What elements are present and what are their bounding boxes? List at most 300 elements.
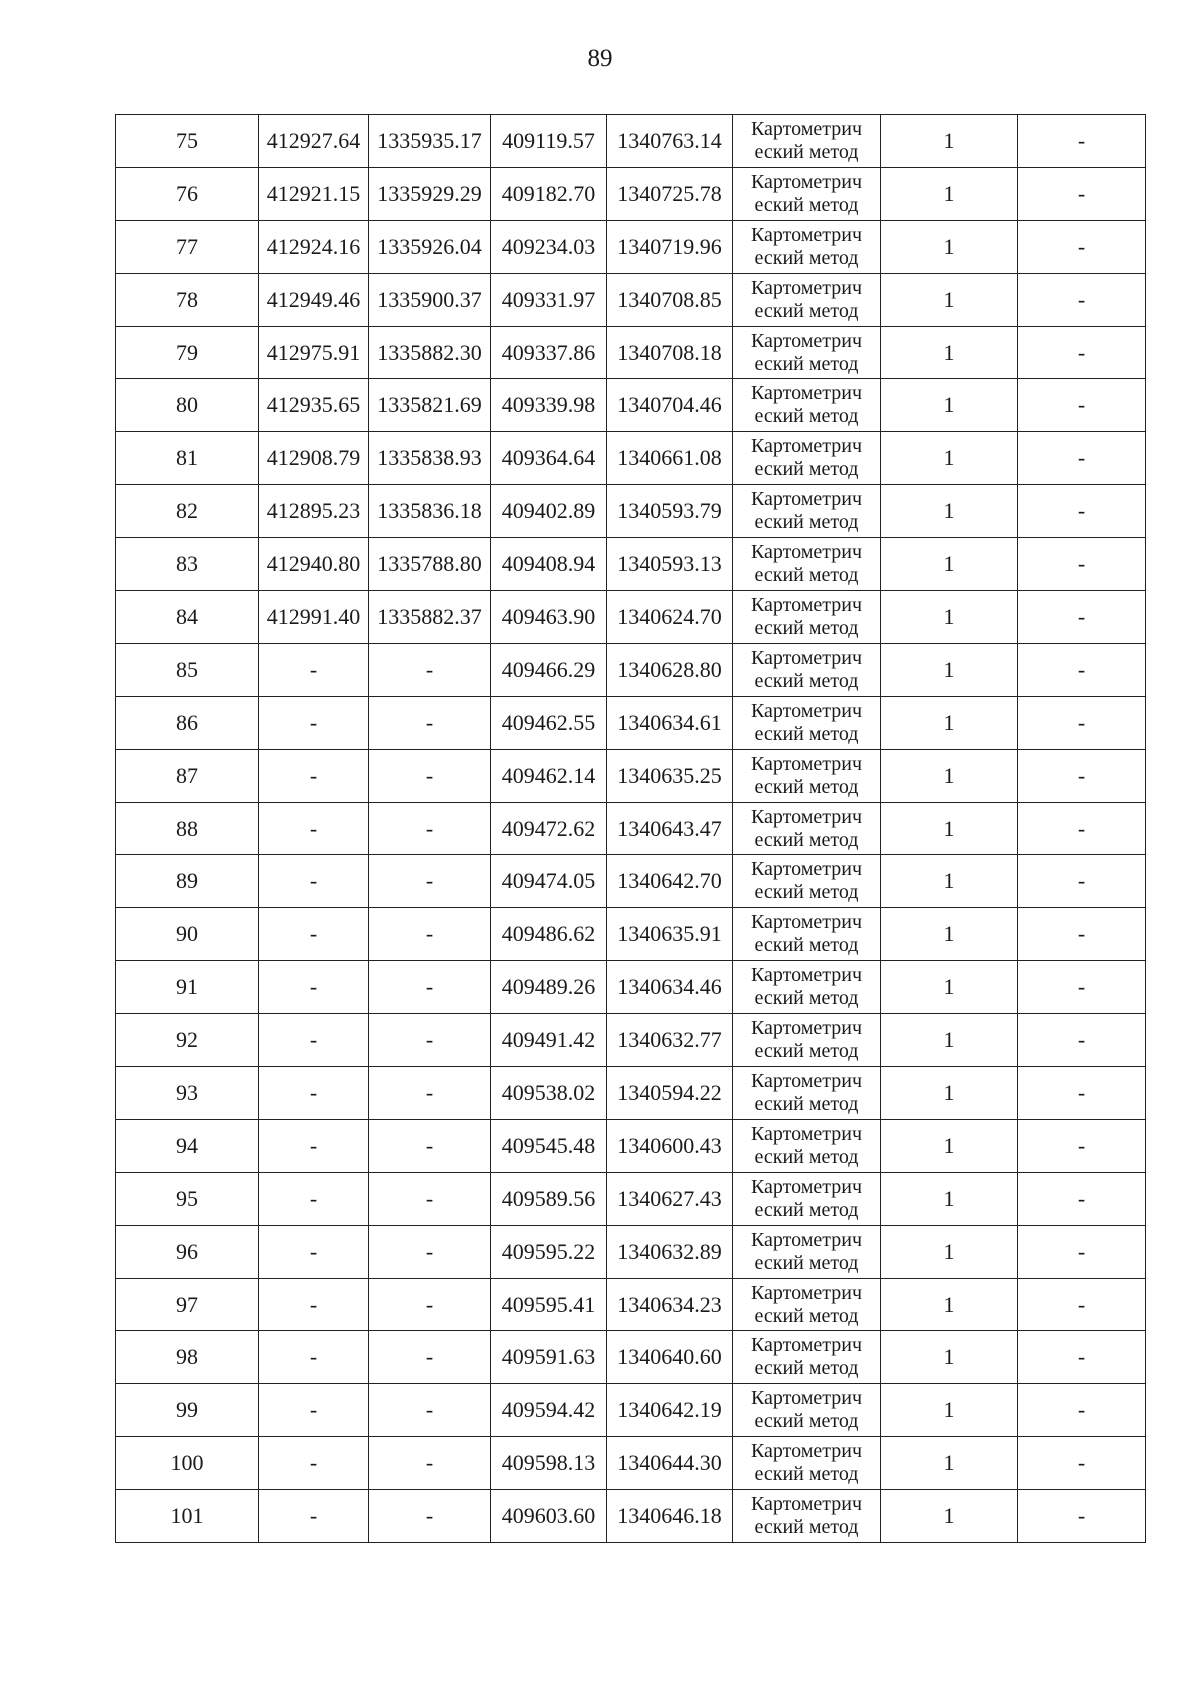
new-y-cell: 1340593.13 [607, 538, 733, 591]
description-cell: - [1018, 961, 1146, 1014]
method-line-1: Картометрич [750, 699, 863, 722]
new-x-cell: 409491.42 [491, 1014, 607, 1067]
new-y-cell: 1340763.14 [607, 115, 733, 168]
new-y-cell: 1340600.43 [607, 1119, 733, 1172]
new-y-cell: 1340634.61 [607, 696, 733, 749]
description-cell: - [1018, 167, 1146, 220]
new-y-cell: 1340634.23 [607, 1278, 733, 1331]
point-number-cell: 92 [116, 1014, 259, 1067]
new-x-cell: 409364.64 [491, 432, 607, 485]
accuracy-cell: 1 [881, 591, 1018, 644]
method-line-1: Картометрич [750, 1069, 863, 1092]
new-y-cell: 1340632.89 [607, 1225, 733, 1278]
method-line-2: еский метод [754, 722, 859, 745]
point-number-cell: 85 [116, 643, 259, 696]
point-number-cell: 83 [116, 538, 259, 591]
table-row [116, 855, 1146, 908]
coordinates-table [115, 114, 1146, 1543]
new-y-cell: 1340624.70 [607, 591, 733, 644]
table-row [116, 115, 1146, 168]
new-x-cell: 409331.97 [491, 273, 607, 326]
point-number-cell: 100 [116, 1437, 259, 1490]
old-x-cell: - [259, 1384, 369, 1437]
method-line-1: Картометрич [750, 329, 863, 352]
method-line-1: Картометрич [750, 1017, 863, 1040]
new-y-cell: 1340594.22 [607, 1067, 733, 1120]
new-x-cell: 409337.86 [491, 326, 607, 379]
old-y-cell: 1335882.37 [369, 591, 491, 644]
method-cell [733, 908, 881, 961]
method-cell [733, 749, 881, 802]
method-line-2: еский метод [754, 881, 859, 904]
method-line-2: еский метод [754, 1092, 859, 1115]
new-x-cell: 409339.98 [491, 379, 607, 432]
old-y-cell: - [369, 1172, 491, 1225]
new-x-cell: 409598.13 [491, 1437, 607, 1490]
table-row [116, 1490, 1146, 1543]
table-row [116, 1331, 1146, 1384]
method-line-2: еский метод [754, 299, 859, 322]
description-cell: - [1018, 1067, 1146, 1120]
description-cell: - [1018, 1437, 1146, 1490]
new-y-cell: 1340642.19 [607, 1384, 733, 1437]
description-cell: - [1018, 220, 1146, 273]
description-cell: - [1018, 908, 1146, 961]
old-x-cell: - [259, 1331, 369, 1384]
old-x-cell: - [259, 696, 369, 749]
method-cell [733, 643, 881, 696]
method-line-2: еский метод [754, 352, 859, 375]
accuracy-cell: 1 [881, 379, 1018, 432]
point-number-cell: 76 [116, 167, 259, 220]
method-line-1: Картометрич [750, 805, 863, 828]
new-y-cell: 1340642.70 [607, 855, 733, 908]
old-x-cell: - [259, 1225, 369, 1278]
point-number-cell: 84 [116, 591, 259, 644]
method-line-1: Картометрич [750, 223, 863, 246]
point-number-cell: 88 [116, 802, 259, 855]
new-y-cell: 1340661.08 [607, 432, 733, 485]
description-cell: - [1018, 379, 1146, 432]
method-cell [733, 1225, 881, 1278]
method-cell [733, 1490, 881, 1543]
old-y-cell: - [369, 908, 491, 961]
point-number-cell: 90 [116, 908, 259, 961]
method-line-1: Картометрич [750, 1228, 863, 1251]
description-cell: - [1018, 802, 1146, 855]
point-number-cell: 77 [116, 220, 259, 273]
accuracy-cell: 1 [881, 326, 1018, 379]
accuracy-cell: 1 [881, 1225, 1018, 1278]
description-cell: - [1018, 696, 1146, 749]
method-line-1: Картометрич [750, 858, 863, 881]
point-number-cell: 101 [116, 1490, 259, 1543]
new-x-cell: 409603.60 [491, 1490, 607, 1543]
method-cell [733, 1384, 881, 1437]
accuracy-cell: 1 [881, 538, 1018, 591]
point-number-cell: 95 [116, 1172, 259, 1225]
old-y-cell: - [369, 802, 491, 855]
old-x-cell: - [259, 1172, 369, 1225]
description-cell: - [1018, 591, 1146, 644]
method-line-2: еский метод [754, 1251, 859, 1274]
table-row [116, 1067, 1146, 1120]
table-row [116, 696, 1146, 749]
accuracy-cell: 1 [881, 1119, 1018, 1172]
method-line-2: еский метод [754, 1463, 859, 1486]
point-number-cell: 80 [116, 379, 259, 432]
point-number-cell: 87 [116, 749, 259, 802]
method-line-2: еский метод [754, 828, 859, 851]
old-x-cell: 412975.91 [259, 326, 369, 379]
description-cell: - [1018, 1225, 1146, 1278]
accuracy-cell: 1 [881, 485, 1018, 538]
old-x-cell: - [259, 1437, 369, 1490]
old-x-cell: - [259, 802, 369, 855]
method-cell [733, 591, 881, 644]
method-cell [733, 326, 881, 379]
old-x-cell: - [259, 961, 369, 1014]
new-y-cell: 1340704.46 [607, 379, 733, 432]
old-y-cell: 1335882.30 [369, 326, 491, 379]
method-cell [733, 855, 881, 908]
method-line-2: еский метод [754, 934, 859, 957]
method-line-1: Картометрич [750, 1493, 863, 1516]
method-line-2: еский метод [754, 193, 859, 216]
method-line-1: Картометрич [750, 752, 863, 775]
new-x-cell: 409489.26 [491, 961, 607, 1014]
old-y-cell: - [369, 1067, 491, 1120]
new-x-cell: 409595.41 [491, 1278, 607, 1331]
method-cell [733, 273, 881, 326]
point-number-cell: 91 [116, 961, 259, 1014]
table-body [116, 115, 1146, 1543]
method-cell [733, 1437, 881, 1490]
method-cell [733, 167, 881, 220]
table-row [116, 908, 1146, 961]
point-number-cell: 99 [116, 1384, 259, 1437]
method-line-2: еский метод [754, 1516, 859, 1539]
method-line-1: Картометрич [750, 488, 863, 511]
old-y-cell: 1335788.80 [369, 538, 491, 591]
new-x-cell: 409538.02 [491, 1067, 607, 1120]
point-number-cell: 79 [116, 326, 259, 379]
method-line-1: Картометрич [750, 435, 863, 458]
method-cell [733, 1067, 881, 1120]
method-line-1: Картометрич [750, 170, 863, 193]
new-y-cell: 1340708.18 [607, 326, 733, 379]
accuracy-cell: 1 [881, 696, 1018, 749]
new-x-cell: 409466.29 [491, 643, 607, 696]
table-row [116, 591, 1146, 644]
new-x-cell: 409234.03 [491, 220, 607, 273]
new-x-cell: 409182.70 [491, 167, 607, 220]
new-x-cell: 409462.55 [491, 696, 607, 749]
method-cell [733, 961, 881, 1014]
accuracy-cell: 1 [881, 167, 1018, 220]
accuracy-cell: 1 [881, 1331, 1018, 1384]
point-number-cell: 89 [116, 855, 259, 908]
new-x-cell: 409402.89 [491, 485, 607, 538]
new-x-cell: 409589.56 [491, 1172, 607, 1225]
table-row [116, 749, 1146, 802]
accuracy-cell: 1 [881, 1437, 1018, 1490]
new-y-cell: 1340632.77 [607, 1014, 733, 1067]
new-y-cell: 1340708.85 [607, 273, 733, 326]
accuracy-cell: 1 [881, 643, 1018, 696]
table-row [116, 167, 1146, 220]
method-line-2: еский метод [754, 775, 859, 798]
old-y-cell: - [369, 855, 491, 908]
method-cell [733, 1172, 881, 1225]
old-y-cell: - [369, 749, 491, 802]
accuracy-cell: 1 [881, 1490, 1018, 1543]
method-line-1: Картометрич [750, 911, 863, 934]
old-x-cell: 412949.46 [259, 273, 369, 326]
new-y-cell: 1340635.91 [607, 908, 733, 961]
method-cell [733, 379, 881, 432]
new-x-cell: 409486.62 [491, 908, 607, 961]
method-line-1: Картометрич [750, 382, 863, 405]
point-number-cell: 82 [116, 485, 259, 538]
method-line-2: еский метод [754, 511, 859, 534]
description-cell: - [1018, 485, 1146, 538]
description-cell: - [1018, 273, 1146, 326]
accuracy-cell: 1 [881, 1014, 1018, 1067]
method-cell [733, 485, 881, 538]
method-cell [733, 802, 881, 855]
point-number-cell: 93 [116, 1067, 259, 1120]
new-y-cell: 1340640.60 [607, 1331, 733, 1384]
new-x-cell: 409591.63 [491, 1331, 607, 1384]
accuracy-cell: 1 [881, 1384, 1018, 1437]
point-number-cell: 78 [116, 273, 259, 326]
method-line-2: еский метод [754, 246, 859, 269]
description-cell: - [1018, 115, 1146, 168]
accuracy-cell: 1 [881, 1278, 1018, 1331]
description-cell: - [1018, 326, 1146, 379]
accuracy-cell: 1 [881, 220, 1018, 273]
table-row [116, 1014, 1146, 1067]
method-line-2: еский метод [754, 405, 859, 428]
old-x-cell: - [259, 1278, 369, 1331]
point-number-cell: 98 [116, 1331, 259, 1384]
description-cell: - [1018, 1172, 1146, 1225]
new-x-cell: 409595.22 [491, 1225, 607, 1278]
table-row [116, 1172, 1146, 1225]
old-x-cell: 412921.15 [259, 167, 369, 220]
new-y-cell: 1340646.18 [607, 1490, 733, 1543]
description-cell: - [1018, 1384, 1146, 1437]
new-y-cell: 1340635.25 [607, 749, 733, 802]
description-cell: - [1018, 1490, 1146, 1543]
method-line-2: еский метод [754, 616, 859, 639]
method-line-1: Картометрич [750, 1281, 863, 1304]
new-x-cell: 409119.57 [491, 115, 607, 168]
old-x-cell: - [259, 1014, 369, 1067]
method-line-2: еский метод [754, 987, 859, 1010]
accuracy-cell: 1 [881, 802, 1018, 855]
method-cell [733, 1278, 881, 1331]
old-y-cell: - [369, 1490, 491, 1543]
method-line-2: еский метод [754, 458, 859, 481]
method-line-1: Картометрич [750, 1175, 863, 1198]
method-cell [733, 220, 881, 273]
old-x-cell: 412991.40 [259, 591, 369, 644]
old-x-cell: 412927.64 [259, 115, 369, 168]
method-cell [733, 1119, 881, 1172]
description-cell: - [1018, 855, 1146, 908]
table-row [116, 485, 1146, 538]
method-line-1: Картометрич [750, 1334, 863, 1357]
method-line-2: еский метод [754, 1304, 859, 1327]
method-line-2: еский метод [754, 669, 859, 692]
method-cell [733, 115, 881, 168]
old-y-cell: - [369, 1437, 491, 1490]
old-y-cell: - [369, 643, 491, 696]
old-y-cell: 1335929.29 [369, 167, 491, 220]
method-line-1: Картометрич [750, 1122, 863, 1145]
old-x-cell: 412908.79 [259, 432, 369, 485]
old-x-cell: 412940.80 [259, 538, 369, 591]
table-row [116, 1384, 1146, 1437]
old-x-cell: - [259, 855, 369, 908]
page-number: 89 [587, 45, 613, 72]
table-row [116, 379, 1146, 432]
table-row [116, 643, 1146, 696]
method-line-2: еский метод [754, 1198, 859, 1221]
accuracy-cell: 1 [881, 432, 1018, 485]
new-y-cell: 1340628.80 [607, 643, 733, 696]
table-row [116, 326, 1146, 379]
method-cell [733, 696, 881, 749]
old-y-cell: - [369, 1014, 491, 1067]
old-y-cell: - [369, 1119, 491, 1172]
accuracy-cell: 1 [881, 1067, 1018, 1120]
old-x-cell: - [259, 1490, 369, 1543]
description-cell: - [1018, 538, 1146, 591]
method-line-1: Картометрич [750, 593, 863, 616]
old-x-cell: - [259, 908, 369, 961]
old-y-cell: 1335838.93 [369, 432, 491, 485]
new-x-cell: 409463.90 [491, 591, 607, 644]
old-y-cell: 1335926.04 [369, 220, 491, 273]
method-cell [733, 538, 881, 591]
table-row [116, 1278, 1146, 1331]
description-cell: - [1018, 643, 1146, 696]
point-number-cell: 86 [116, 696, 259, 749]
table-row [116, 1437, 1146, 1490]
table-row [116, 1119, 1146, 1172]
new-x-cell: 409408.94 [491, 538, 607, 591]
method-line-2: еский метод [754, 1145, 859, 1168]
description-cell: - [1018, 1119, 1146, 1172]
table-row [116, 802, 1146, 855]
method-line-2: еский метод [754, 1357, 859, 1380]
old-y-cell: - [369, 1225, 491, 1278]
description-cell: - [1018, 1278, 1146, 1331]
old-y-cell: - [369, 961, 491, 1014]
point-number-cell: 97 [116, 1278, 259, 1331]
old-x-cell: - [259, 1119, 369, 1172]
new-x-cell: 409545.48 [491, 1119, 607, 1172]
old-y-cell: 1335836.18 [369, 485, 491, 538]
method-line-1: Картометрич [750, 646, 863, 669]
table-row [116, 273, 1146, 326]
point-number-cell: 94 [116, 1119, 259, 1172]
new-y-cell: 1340627.43 [607, 1172, 733, 1225]
table-row [116, 538, 1146, 591]
new-y-cell: 1340634.46 [607, 961, 733, 1014]
method-line-2: еский метод [754, 1040, 859, 1063]
old-y-cell: - [369, 1331, 491, 1384]
new-x-cell: 409474.05 [491, 855, 607, 908]
old-x-cell: 412895.23 [259, 485, 369, 538]
method-line-1: Картометрич [750, 1387, 863, 1410]
old-x-cell: - [259, 643, 369, 696]
point-number-cell: 96 [116, 1225, 259, 1278]
method-line-1: Картометрич [750, 117, 863, 140]
old-y-cell: 1335935.17 [369, 115, 491, 168]
old-x-cell: 412935.65 [259, 379, 369, 432]
accuracy-cell: 1 [881, 749, 1018, 802]
method-line-1: Картометрич [750, 1440, 863, 1463]
new-y-cell: 1340643.47 [607, 802, 733, 855]
accuracy-cell: 1 [881, 908, 1018, 961]
old-y-cell: - [369, 1278, 491, 1331]
accuracy-cell: 1 [881, 1172, 1018, 1225]
new-y-cell: 1340719.96 [607, 220, 733, 273]
method-line-1: Картометрич [750, 541, 863, 564]
old-y-cell: 1335900.37 [369, 273, 491, 326]
point-number-cell: 81 [116, 432, 259, 485]
method-cell [733, 432, 881, 485]
old-y-cell: - [369, 1384, 491, 1437]
point-number-cell: 75 [116, 115, 259, 168]
method-line-1: Картометрич [750, 964, 863, 987]
new-y-cell: 1340725.78 [607, 167, 733, 220]
description-cell: - [1018, 749, 1146, 802]
old-y-cell: 1335821.69 [369, 379, 491, 432]
accuracy-cell: 1 [881, 961, 1018, 1014]
table-row [116, 220, 1146, 273]
method-line-1: Картометрич [750, 276, 863, 299]
accuracy-cell: 1 [881, 273, 1018, 326]
table-row [116, 432, 1146, 485]
new-y-cell: 1340644.30 [607, 1437, 733, 1490]
method-cell [733, 1331, 881, 1384]
method-line-2: еский метод [754, 140, 859, 163]
method-cell [733, 1014, 881, 1067]
new-x-cell: 409462.14 [491, 749, 607, 802]
old-x-cell: - [259, 749, 369, 802]
old-x-cell: 412924.16 [259, 220, 369, 273]
accuracy-cell: 1 [881, 115, 1018, 168]
table-row [116, 961, 1146, 1014]
old-y-cell: - [369, 696, 491, 749]
new-x-cell: 409594.42 [491, 1384, 607, 1437]
table-row [116, 1225, 1146, 1278]
description-cell: - [1018, 1331, 1146, 1384]
old-x-cell: - [259, 1067, 369, 1120]
method-line-2: еский метод [754, 1410, 859, 1433]
description-cell: - [1018, 1014, 1146, 1067]
accuracy-cell: 1 [881, 855, 1018, 908]
new-y-cell: 1340593.79 [607, 485, 733, 538]
description-cell: - [1018, 432, 1146, 485]
method-line-2: еский метод [754, 564, 859, 587]
new-x-cell: 409472.62 [491, 802, 607, 855]
